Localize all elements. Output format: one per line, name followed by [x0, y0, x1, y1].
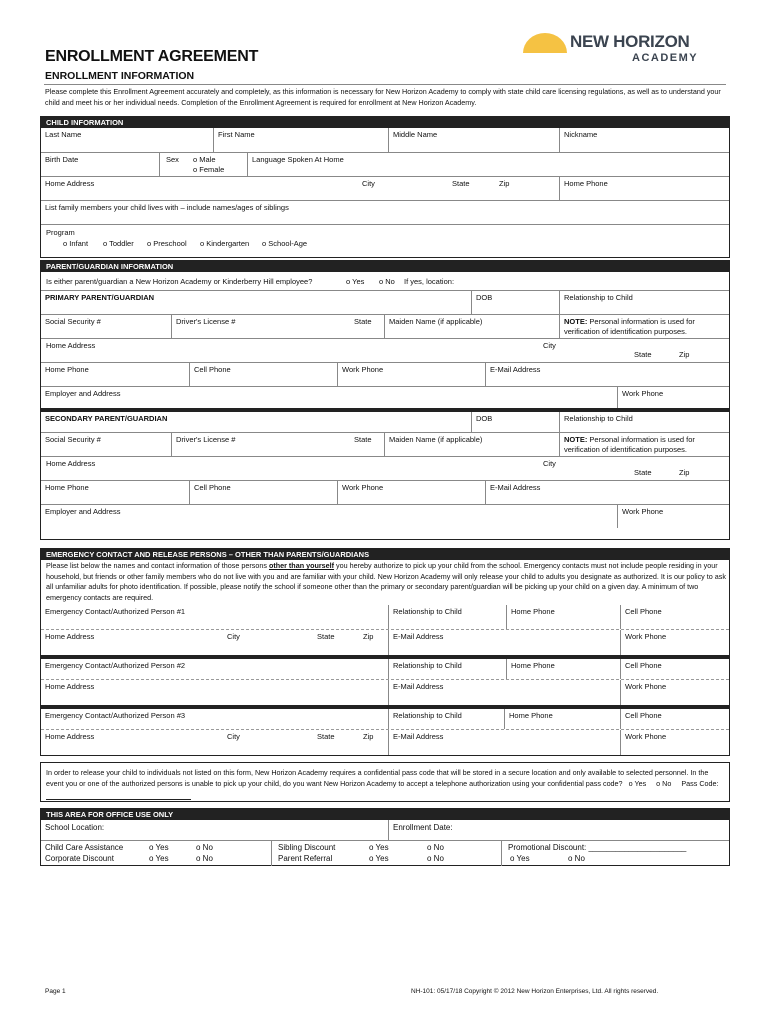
secondary-note: NOTE: Personal information is used for verification of identification purposes.	[559, 433, 729, 456]
program-toddler-radio[interactable]: o Toddler	[103, 239, 134, 248]
referral-no-radio[interactable]: o No	[427, 854, 444, 863]
person2-address-row	[41, 679, 729, 705]
sibling-referral-cell: Sibling Discount o Yes o No Parent Referral o Yes o No	[271, 841, 501, 866]
birth-date-field[interactable]: Birth Date	[45, 155, 79, 164]
secondary-employer-row	[41, 504, 729, 528]
secondary-cell-phone-field[interactable]: Cell Phone	[189, 481, 337, 504]
primary-city-label: City	[543, 341, 556, 350]
primary-id-row	[41, 314, 729, 338]
program-kindergarten-radio[interactable]: o Kindergarten	[200, 239, 249, 248]
person2-cell-phone-field[interactable]: Cell Phone	[620, 659, 729, 679]
primary-dob-field[interactable]: DOB	[471, 291, 559, 314]
promo-no-radio[interactable]: o No	[568, 854, 585, 863]
logo-wordmark-top: NEW HORIZON	[570, 32, 690, 51]
primary-home-address-label: Home Address	[46, 341, 96, 350]
primary-phone-row	[41, 362, 729, 386]
passcode-label: Pass Code:	[681, 779, 719, 788]
child-home-address-field[interactable]: Home Address City State Zip	[45, 179, 510, 188]
language-field[interactable]: Language Spoken At Home	[247, 153, 729, 176]
copyright: NH-101: 05/17/18 Copyright © 2012 New Horizon Enterprises, Ltd. All rights reserved.	[411, 988, 659, 995]
person3-cell-phone-field[interactable]: Cell Phone	[620, 709, 729, 729]
person3-home-phone-field[interactable]: Home Phone	[504, 709, 620, 729]
person2-name-field[interactable]: Emergency Contact/Authorized Person #2	[45, 661, 186, 670]
person1-address-field[interactable]: Home Address City State Zip	[45, 632, 374, 641]
intro-text: Please complete this Enrollment Agreement accurately and completely, as this information is necessary for New Horizon Academy to comply with state child care licensing regulations, as well as to understand your child and meet his or her individual needs. Completion of the Enrollment Agreement is required for enrollment at New Horizon Academy.	[45, 87, 721, 107]
office-use-section	[40, 808, 730, 866]
parent-guardian-section	[40, 260, 730, 540]
person3-work-phone-field[interactable]: Work Phone	[620, 730, 729, 755]
employee-question-row	[41, 272, 729, 290]
child-care-no-radio[interactable]: o No	[196, 843, 213, 852]
primary-maiden-name-field[interactable]: Maiden Name (if applicable)	[384, 315, 559, 338]
school-location-field[interactable]: School Location:	[45, 823, 105, 832]
child-address-row	[41, 176, 729, 200]
corporate-yes-radio[interactable]: o Yes	[149, 854, 169, 863]
secondary-work-phone-field[interactable]: Work Phone	[337, 481, 485, 504]
passcode-section	[40, 762, 730, 802]
secondary-home-phone-field[interactable]: Home Phone	[45, 483, 89, 492]
person1-email-field[interactable]: E-Mail Address	[388, 630, 620, 655]
secondary-drivers-license-field[interactable]: Driver's License # State	[171, 433, 384, 456]
secondary-id-row	[41, 432, 729, 456]
sun-icon	[520, 31, 570, 55]
passcode-input[interactable]	[46, 792, 191, 800]
person2-work-phone-field[interactable]: Work Phone	[620, 680, 729, 705]
person2-home-phone-field[interactable]: Home Phone	[506, 659, 620, 679]
person2-address-field[interactable]: Home Address	[45, 682, 95, 691]
primary-employer-field[interactable]: Employer and Address	[45, 389, 121, 398]
secondary-employer-field[interactable]: Employer and Address	[45, 507, 121, 516]
secondary-city-label: City	[543, 459, 556, 468]
family-members-row	[41, 200, 729, 224]
person2-row	[41, 655, 729, 679]
secondary-employer-work-phone-field[interactable]: Work Phone	[617, 505, 729, 528]
employee-no-radio[interactable]: o No	[379, 277, 395, 286]
secondary-zip-label: Zip	[679, 468, 690, 477]
child-care-yes-radio[interactable]: o Yes	[149, 843, 169, 852]
person1-home-phone-field[interactable]: Home Phone	[506, 605, 620, 629]
employee-location-label: If yes, location:	[404, 277, 455, 286]
subtitle-rule	[44, 84, 726, 85]
secondary-address-row[interactable]	[41, 456, 729, 480]
secondary-parent-name-field[interactable]: SECONDARY PARENT/GUARDIAN	[45, 414, 168, 423]
program-field: Program o Infant o Toddler o Preschool o Kindergarten o School-Age	[41, 225, 729, 256]
primary-employer-row	[41, 386, 729, 408]
primary-relationship-field[interactable]: Relationship to Child	[559, 291, 729, 314]
sex-field: Sex o Male o Female	[159, 153, 247, 176]
primary-parent-name-field[interactable]: PRIMARY PARENT/GUARDIAN	[45, 293, 155, 302]
referral-yes-radio[interactable]: o Yes	[369, 854, 389, 863]
employee-yes-radio[interactable]: o Yes	[346, 277, 364, 286]
female-radio[interactable]: o Female	[193, 165, 224, 174]
nickname-field[interactable]: Nickname	[559, 128, 729, 152]
program-infant-radio[interactable]: o Infant	[63, 239, 88, 248]
employee-question: Is either parent/guardian a New Horizon Academy or Kinderberry Hill employee?	[46, 277, 313, 286]
child-information-bar: CHILD INFORMATION	[41, 117, 729, 128]
primary-home-phone-field[interactable]: Home Phone	[45, 365, 89, 374]
passcode-yes-radio[interactable]: o Yes	[629, 779, 647, 788]
passcode-text: In order to release your child to individuals not listed on this form, New Horizon Academy requires a confidential pass code that will be stored in a secure location and only available to selected personnel. In the event you or one of the authorized persons is unable to pick up your child, do you want New Horizon Academy to accept a telephone authorization using your confidential pass code?	[46, 768, 709, 788]
section-subtitle: ENROLLMENT INFORMATION	[45, 70, 195, 82]
primary-cell-phone-field[interactable]: Cell Phone	[189, 363, 337, 386]
person3-email-field[interactable]: E-Mail Address	[388, 730, 620, 755]
secondary-parent-row	[41, 408, 729, 432]
person1-work-phone-field[interactable]: Work Phone	[620, 630, 729, 655]
primary-work-phone-field[interactable]: Work Phone	[337, 363, 485, 386]
person2-relationship-field[interactable]: Relationship to Child	[388, 659, 506, 679]
primary-address-row[interactable]	[41, 338, 729, 362]
person1-address-row	[41, 629, 729, 655]
logo-wordmark-bottom: ACADEMY	[632, 52, 699, 64]
middle-name-field[interactable]: Middle Name	[388, 128, 559, 152]
child-information-section	[40, 116, 730, 258]
person3-row	[41, 705, 729, 729]
sibling-no-radio[interactable]: o No	[427, 843, 444, 852]
primary-drivers-license-field[interactable]: Driver's License # State	[171, 315, 384, 338]
last-name-field[interactable]: Last Name	[45, 130, 82, 139]
enrollment-date-field[interactable]: Enrollment Date:	[388, 820, 729, 840]
person1-row	[41, 605, 729, 629]
passcode-no-radio[interactable]: o No	[656, 779, 671, 788]
secondary-dob-field[interactable]: DOB	[471, 412, 559, 432]
program-preschool-radio[interactable]: o Preschool	[147, 239, 187, 248]
person2-email-field[interactable]: E-Mail Address	[388, 680, 620, 705]
emergency-contacts-bar: EMERGENCY CONTACT AND RELEASE PERSONS – OTHER THAN PARENTS/GUARDIANS	[41, 549, 729, 560]
male-radio[interactable]: o Male	[193, 155, 216, 164]
sibling-yes-radio[interactable]: o Yes	[369, 843, 389, 852]
person3-relationship-field[interactable]: Relationship to Child	[388, 709, 504, 729]
primary-state-label: State	[634, 350, 652, 359]
emergency-instructions: Please list below the names and contact information of those persons other than yourself you hereby authorize to pick up your child from the school. Emergency contacts must not include people residing in your household, but friends or other family members who do not live with you and are familiar with your child. New Horizon Academy will only release your child to adults you designate as authorized. It is our policy to ask all unfamiliar adults for photo identification. If possible, please notify the school if someone other than the primary or secondary parent/guardian will be picking up your child on a given day. A minimum of two emergency contacts are required.	[46, 561, 726, 602]
primary-zip-label: Zip	[679, 350, 690, 359]
office-location-row	[41, 820, 729, 840]
secondary-email-field[interactable]: E-Mail Address	[485, 481, 729, 504]
secondary-phone-row	[41, 480, 729, 504]
program-school-age-radio[interactable]: o School-Age	[262, 239, 307, 248]
primary-employer-work-phone-field[interactable]: Work Phone	[617, 387, 729, 408]
child-name-row	[41, 128, 729, 152]
corporate-no-radio[interactable]: o No	[196, 854, 213, 863]
person1-cell-phone-field[interactable]: Cell Phone	[620, 605, 729, 629]
secondary-state-label: State	[634, 468, 652, 477]
promo-discount-cell	[501, 841, 729, 866]
child-birth-row	[41, 152, 729, 176]
person1-name-field[interactable]: Emergency Contact/Authorized Person #1	[45, 607, 186, 616]
office-use-bar: THIS AREA FOR OFFICE USE ONLY	[41, 809, 729, 820]
page-title: ENROLLMENT AGREEMENT	[45, 48, 259, 65]
primary-parent-row	[41, 290, 729, 314]
person3-address-field[interactable]: Home Address City State Zip	[45, 732, 374, 741]
office-discount-row	[41, 840, 729, 866]
family-members-field[interactable]: List family members your child lives with – include names/ages of siblings	[45, 203, 289, 212]
program-row	[41, 224, 729, 256]
primary-ssn-field[interactable]: Social Security #	[45, 317, 101, 326]
person3-name-field[interactable]: Emergency Contact/Authorized Person #3	[45, 711, 186, 720]
person3-address-row	[41, 729, 729, 755]
first-name-field[interactable]: First Name	[213, 128, 388, 152]
promo-yes-radio[interactable]: o Yes	[510, 854, 530, 863]
page-number: Page 1	[45, 988, 66, 995]
secondary-maiden-name-field[interactable]: Maiden Name (if applicable)	[384, 433, 559, 456]
person1-relationship-field[interactable]: Relationship to Child	[388, 605, 506, 629]
secondary-relationship-field[interactable]: Relationship to Child	[559, 412, 729, 432]
primary-email-field[interactable]: E-Mail Address	[485, 363, 729, 386]
promo-discount-field[interactable]: Promotional Discount: ______________________	[508, 843, 687, 852]
assistance-discount-cell: Child Care Assistance o Yes o No Corporate Discount o Yes o No	[41, 841, 271, 866]
new-horizon-logo	[520, 28, 720, 68]
emergency-contacts-section	[40, 548, 730, 756]
primary-note: NOTE: Personal information is used for verification of identification purposes.	[559, 315, 729, 338]
child-home-phone-field[interactable]: Home Phone	[559, 177, 729, 200]
secondary-ssn-field[interactable]: Social Security #	[45, 435, 101, 444]
secondary-home-address-label: Home Address	[46, 459, 96, 468]
parent-guardian-bar: PARENT/GUARDIAN INFORMATION	[41, 261, 729, 272]
